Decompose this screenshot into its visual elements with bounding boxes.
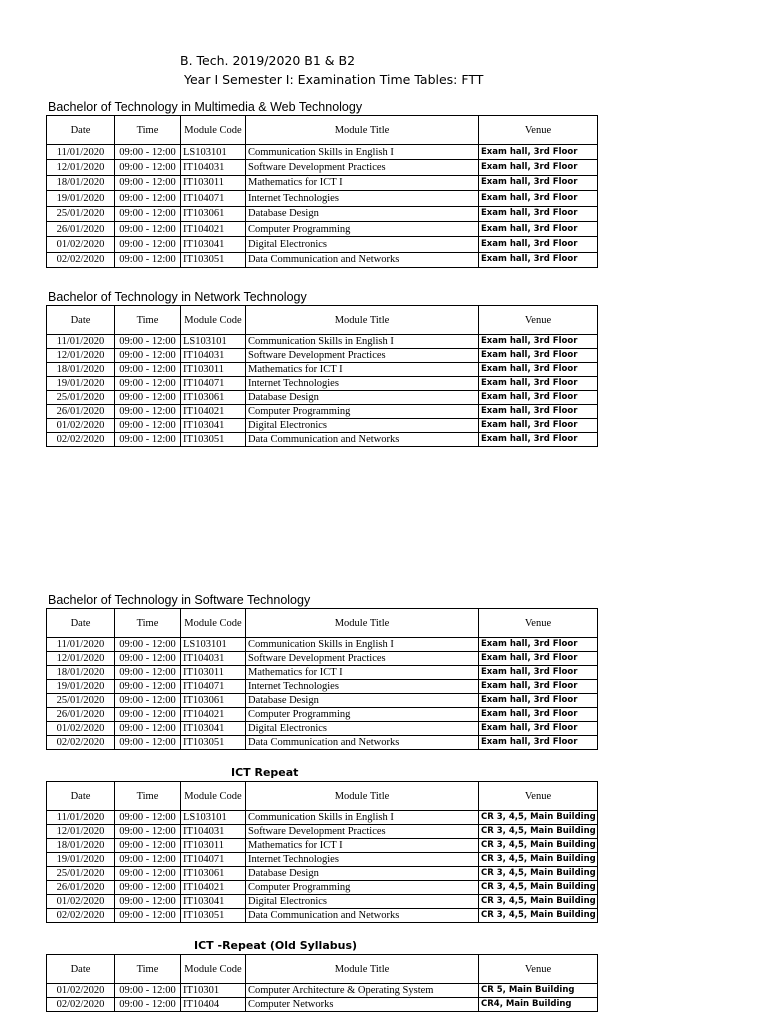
cell-venue: CR 3, 4,5, Main Building (479, 825, 598, 839)
column-header-date: Date (47, 306, 115, 335)
table-row (47, 895, 598, 909)
cell-module-code: IT104071 (181, 377, 246, 391)
cell-module-title: Software Development Practices (246, 825, 479, 839)
cell-date: 26/01/2020 (47, 708, 115, 722)
cell-module-title: Digital Electronics (246, 895, 479, 909)
column-header-module-title: Module Title (246, 306, 479, 335)
cell-module-title: Communication Skills in English I (246, 335, 479, 349)
cell-venue: Exam hall, 3rd Floor (479, 419, 598, 433)
table-row (47, 363, 598, 377)
cell-date: 25/01/2020 (47, 867, 115, 881)
table-row (47, 638, 598, 652)
column-header-module-code: Module Code (181, 116, 246, 145)
column-header-venue: Venue (479, 116, 598, 145)
cell-date: 19/01/2020 (47, 377, 115, 391)
cell-date: 02/02/2020 (47, 736, 115, 750)
cell-time: 09:00 - 12:00 (115, 708, 181, 722)
column-header-venue: Venue (479, 306, 598, 335)
cell-date: 02/02/2020 (47, 909, 115, 923)
cell-module-title: Data Communication and Networks (246, 252, 479, 267)
cell-module-code: IT103051 (181, 736, 246, 750)
table-row (47, 349, 598, 363)
cell-venue: Exam hall, 3rd Floor (479, 160, 598, 175)
document-title-line2: Year I Semester I: Examination Time Tables: FTT (184, 72, 484, 87)
table-row (47, 377, 598, 391)
cell-date: 26/01/2020 (47, 405, 115, 419)
column-header-time: Time (115, 609, 181, 638)
cell-date: 02/02/2020 (47, 252, 115, 267)
cell-time: 09:00 - 12:00 (115, 206, 181, 221)
cell-module-title: Computer Architecture & Operating System (246, 984, 479, 998)
cell-date: 11/01/2020 (47, 335, 115, 349)
cell-time: 09:00 - 12:00 (115, 349, 181, 363)
table-row (47, 335, 598, 349)
cell-module-title: Communication Skills in English I (246, 638, 479, 652)
column-header-time: Time (115, 306, 181, 335)
cell-module-title: Internet Technologies (246, 853, 479, 867)
table-header-row (47, 955, 598, 984)
section-title-network: Bachelor of Technology in Network Technology (48, 290, 307, 304)
cell-date: 01/02/2020 (47, 722, 115, 736)
cell-module-title: Mathematics for ICT I (246, 839, 479, 853)
cell-module-title: Digital Electronics (246, 419, 479, 433)
column-header-venue: Venue (479, 609, 598, 638)
table-row (47, 652, 598, 666)
table-row (47, 867, 598, 881)
cell-time: 09:00 - 12:00 (115, 377, 181, 391)
cell-module-code: IT103061 (181, 867, 246, 881)
cell-venue: Exam hall, 3rd Floor (479, 694, 598, 708)
cell-time: 09:00 - 12:00 (115, 694, 181, 708)
cell-venue: Exam hall, 3rd Floor (479, 680, 598, 694)
cell-time: 09:00 - 12:00 (115, 252, 181, 267)
cell-module-code: IT104021 (181, 708, 246, 722)
table-row (47, 839, 598, 853)
cell-date: 25/01/2020 (47, 694, 115, 708)
cell-date: 12/01/2020 (47, 160, 115, 175)
cell-date: 18/01/2020 (47, 175, 115, 190)
cell-module-title: Communication Skills in English I (246, 145, 479, 160)
cell-venue: CR 3, 4,5, Main Building (479, 811, 598, 825)
cell-venue: Exam hall, 3rd Floor (479, 433, 598, 447)
table-row (47, 221, 598, 236)
cell-time: 09:00 - 12:00 (115, 191, 181, 206)
table-row (47, 984, 598, 998)
cell-venue: Exam hall, 3rd Floor (479, 206, 598, 221)
cell-module-title: Software Development Practices (246, 652, 479, 666)
cell-module-code: IT104071 (181, 853, 246, 867)
cell-module-title: Database Design (246, 867, 479, 881)
column-header-venue: Venue (479, 782, 598, 811)
cell-time: 09:00 - 12:00 (115, 638, 181, 652)
cell-date: 25/01/2020 (47, 391, 115, 405)
cell-venue: Exam hall, 3rd Floor (479, 145, 598, 160)
cell-module-title: Database Design (246, 391, 479, 405)
cell-venue: Exam hall, 3rd Floor (479, 666, 598, 680)
table-row (47, 191, 598, 206)
cell-module-title: Mathematics for ICT I (246, 363, 479, 377)
table-row (47, 419, 598, 433)
timetable-software (46, 608, 598, 750)
cell-module-title: Computer Programming (246, 708, 479, 722)
table-row (47, 825, 598, 839)
cell-module-code: IT103041 (181, 237, 246, 252)
table-row (47, 237, 598, 252)
cell-venue: Exam hall, 3rd Floor (479, 237, 598, 252)
cell-module-code: IT103041 (181, 722, 246, 736)
timetable-multimedia (46, 115, 598, 268)
cell-module-code: IT104031 (181, 349, 246, 363)
table-row (47, 909, 598, 923)
cell-module-title: Software Development Practices (246, 349, 479, 363)
cell-date: 25/01/2020 (47, 206, 115, 221)
cell-time: 09:00 - 12:00 (115, 666, 181, 680)
cell-module-code: IT10301 (181, 984, 246, 998)
column-header-time: Time (115, 782, 181, 811)
cell-venue: Exam hall, 3rd Floor (479, 191, 598, 206)
cell-time: 09:00 - 12:00 (115, 722, 181, 736)
cell-module-code: IT104031 (181, 652, 246, 666)
cell-time: 09:00 - 12:00 (115, 895, 181, 909)
table-row (47, 433, 598, 447)
table-header-row (47, 306, 598, 335)
table-row (47, 853, 598, 867)
cell-venue: CR 3, 4,5, Main Building (479, 853, 598, 867)
cell-venue: CR 3, 4,5, Main Building (479, 839, 598, 853)
cell-time: 09:00 - 12:00 (115, 363, 181, 377)
cell-module-code: IT103051 (181, 252, 246, 267)
cell-venue: CR4, Main Building (479, 998, 598, 1012)
cell-time: 09:00 - 12:00 (115, 984, 181, 998)
cell-module-title: Computer Programming (246, 881, 479, 895)
cell-date: 01/02/2020 (47, 984, 115, 998)
cell-module-title: Digital Electronics (246, 722, 479, 736)
cell-time: 09:00 - 12:00 (115, 680, 181, 694)
table-row (47, 694, 598, 708)
timetable-ict-repeat-old-syllabus (46, 954, 598, 1012)
cell-date: 11/01/2020 (47, 145, 115, 160)
cell-date: 19/01/2020 (47, 853, 115, 867)
section-title-software: Bachelor of Technology in Software Technology (48, 593, 311, 607)
table-header-row (47, 609, 598, 638)
cell-module-code: IT103011 (181, 175, 246, 190)
cell-module-code: IT104071 (181, 680, 246, 694)
cell-module-code: IT103051 (181, 433, 246, 447)
cell-module-title: Mathematics for ICT I (246, 175, 479, 190)
cell-module-title: Computer Programming (246, 221, 479, 236)
cell-venue: CR 3, 4,5, Main Building (479, 867, 598, 881)
cell-module-title: Internet Technologies (246, 377, 479, 391)
cell-date: 19/01/2020 (47, 680, 115, 694)
cell-module-code: IT104071 (181, 191, 246, 206)
section-title-ict-repeat: ICT Repeat (231, 766, 299, 779)
table-header-row (47, 782, 598, 811)
cell-module-title: Data Communication and Networks (246, 736, 479, 750)
cell-venue: CR 3, 4,5, Main Building (479, 909, 598, 923)
cell-venue: Exam hall, 3rd Floor (479, 175, 598, 190)
cell-venue: Exam hall, 3rd Floor (479, 363, 598, 377)
cell-venue: Exam hall, 3rd Floor (479, 708, 598, 722)
cell-date: 02/02/2020 (47, 998, 115, 1012)
cell-time: 09:00 - 12:00 (115, 221, 181, 236)
cell-time: 09:00 - 12:00 (115, 335, 181, 349)
column-header-module-title: Module Title (246, 782, 479, 811)
cell-time: 09:00 - 12:00 (115, 405, 181, 419)
cell-module-code: IT103011 (181, 666, 246, 680)
cell-venue: Exam hall, 3rd Floor (479, 652, 598, 666)
cell-venue: Exam hall, 3rd Floor (479, 638, 598, 652)
column-header-date: Date (47, 955, 115, 984)
cell-module-title: Digital Electronics (246, 237, 479, 252)
timetable-network (46, 305, 598, 447)
cell-date: 01/02/2020 (47, 895, 115, 909)
cell-module-code: IT10404 (181, 998, 246, 1012)
cell-time: 09:00 - 12:00 (115, 433, 181, 447)
cell-module-code: IT103061 (181, 391, 246, 405)
cell-venue: Exam hall, 3rd Floor (479, 377, 598, 391)
cell-time: 09:00 - 12:00 (115, 853, 181, 867)
table-row (47, 722, 598, 736)
table-row (47, 998, 598, 1012)
table-row (47, 708, 598, 722)
column-header-date: Date (47, 609, 115, 638)
cell-venue: Exam hall, 3rd Floor (479, 335, 598, 349)
cell-module-code: IT103051 (181, 909, 246, 923)
column-header-module-title: Module Title (246, 955, 479, 984)
cell-venue: Exam hall, 3rd Floor (479, 736, 598, 750)
cell-venue: CR 5, Main Building (479, 984, 598, 998)
cell-time: 09:00 - 12:00 (115, 652, 181, 666)
cell-date: 11/01/2020 (47, 811, 115, 825)
cell-time: 09:00 - 12:00 (115, 867, 181, 881)
cell-module-code: LS103101 (181, 811, 246, 825)
cell-time: 09:00 - 12:00 (115, 391, 181, 405)
cell-date: 26/01/2020 (47, 881, 115, 895)
table-row (47, 175, 598, 190)
table-row (47, 736, 598, 750)
document-title-line1: B. Tech. 2019/2020 B1 & B2 (180, 53, 356, 68)
table-row (47, 206, 598, 221)
cell-module-title: Communication Skills in English I (246, 811, 479, 825)
column-header-module-code: Module Code (181, 609, 246, 638)
cell-time: 09:00 - 12:00 (115, 736, 181, 750)
table-row (47, 252, 598, 267)
cell-time: 09:00 - 12:00 (115, 419, 181, 433)
cell-module-code: IT103041 (181, 895, 246, 909)
cell-module-code: IT103061 (181, 694, 246, 708)
cell-module-title: Internet Technologies (246, 191, 479, 206)
cell-time: 09:00 - 12:00 (115, 811, 181, 825)
cell-venue: Exam hall, 3rd Floor (479, 722, 598, 736)
cell-date: 12/01/2020 (47, 652, 115, 666)
table-row (47, 666, 598, 680)
table-row (47, 811, 598, 825)
cell-date: 01/02/2020 (47, 237, 115, 252)
cell-module-title: Software Development Practices (246, 160, 479, 175)
cell-time: 09:00 - 12:00 (115, 145, 181, 160)
cell-module-code: LS103101 (181, 335, 246, 349)
table-row (47, 405, 598, 419)
cell-module-code: LS103101 (181, 638, 246, 652)
cell-date: 18/01/2020 (47, 363, 115, 377)
table-row (47, 145, 598, 160)
cell-venue: CR 3, 4,5, Main Building (479, 895, 598, 909)
cell-module-code: IT103011 (181, 363, 246, 377)
table-row (47, 680, 598, 694)
cell-date: 01/02/2020 (47, 419, 115, 433)
cell-date: 12/01/2020 (47, 825, 115, 839)
cell-time: 09:00 - 12:00 (115, 909, 181, 923)
section-title-ict-repeat-old-syllabus: ICT -Repeat (Old Syllabus) (194, 939, 358, 952)
cell-module-title: Computer Networks (246, 998, 479, 1012)
cell-date: 19/01/2020 (47, 191, 115, 206)
cell-time: 09:00 - 12:00 (115, 839, 181, 853)
cell-module-code: IT103061 (181, 206, 246, 221)
section-title-multimedia: Bachelor of Technology in Multimedia & Web Technology (48, 100, 363, 114)
cell-module-title: Data Communication and Networks (246, 909, 479, 923)
cell-date: 26/01/2020 (47, 221, 115, 236)
table-header-row (47, 116, 598, 145)
cell-module-title: Data Communication and Networks (246, 433, 479, 447)
cell-module-code: IT104021 (181, 881, 246, 895)
column-header-venue: Venue (479, 955, 598, 984)
cell-date: 02/02/2020 (47, 433, 115, 447)
cell-venue: Exam hall, 3rd Floor (479, 252, 598, 267)
cell-venue: Exam hall, 3rd Floor (479, 391, 598, 405)
cell-venue: Exam hall, 3rd Floor (479, 405, 598, 419)
cell-module-title: Computer Programming (246, 405, 479, 419)
cell-module-title: Database Design (246, 206, 479, 221)
cell-date: 18/01/2020 (47, 666, 115, 680)
cell-time: 09:00 - 12:00 (115, 825, 181, 839)
cell-time: 09:00 - 12:00 (115, 160, 181, 175)
column-header-date: Date (47, 116, 115, 145)
cell-time: 09:00 - 12:00 (115, 237, 181, 252)
cell-time: 09:00 - 12:00 (115, 881, 181, 895)
column-header-time: Time (115, 955, 181, 984)
cell-venue: Exam hall, 3rd Floor (479, 221, 598, 236)
cell-module-code: IT103011 (181, 839, 246, 853)
table-row (47, 160, 598, 175)
cell-date: 11/01/2020 (47, 638, 115, 652)
cell-module-code: IT103041 (181, 419, 246, 433)
cell-module-code: IT104031 (181, 160, 246, 175)
cell-module-title: Internet Technologies (246, 680, 479, 694)
cell-module-code: IT104021 (181, 221, 246, 236)
column-header-time: Time (115, 116, 181, 145)
cell-module-code: IT104031 (181, 825, 246, 839)
cell-date: 18/01/2020 (47, 839, 115, 853)
cell-module-title: Mathematics for ICT I (246, 666, 479, 680)
column-header-module-code: Module Code (181, 306, 246, 335)
cell-module-title: Database Design (246, 694, 479, 708)
cell-date: 12/01/2020 (47, 349, 115, 363)
column-header-module-title: Module Title (246, 609, 479, 638)
cell-time: 09:00 - 12:00 (115, 998, 181, 1012)
cell-venue: Exam hall, 3rd Floor (479, 349, 598, 363)
cell-module-code: IT104021 (181, 405, 246, 419)
column-header-module-title: Module Title (246, 116, 479, 145)
column-header-date: Date (47, 782, 115, 811)
column-header-module-code: Module Code (181, 955, 246, 984)
cell-venue: CR 3, 4,5, Main Building (479, 881, 598, 895)
cell-module-code: LS103101 (181, 145, 246, 160)
column-header-module-code: Module Code (181, 782, 246, 811)
table-row (47, 881, 598, 895)
timetable-ict-repeat (46, 781, 598, 923)
table-row (47, 391, 598, 405)
cell-time: 09:00 - 12:00 (115, 175, 181, 190)
